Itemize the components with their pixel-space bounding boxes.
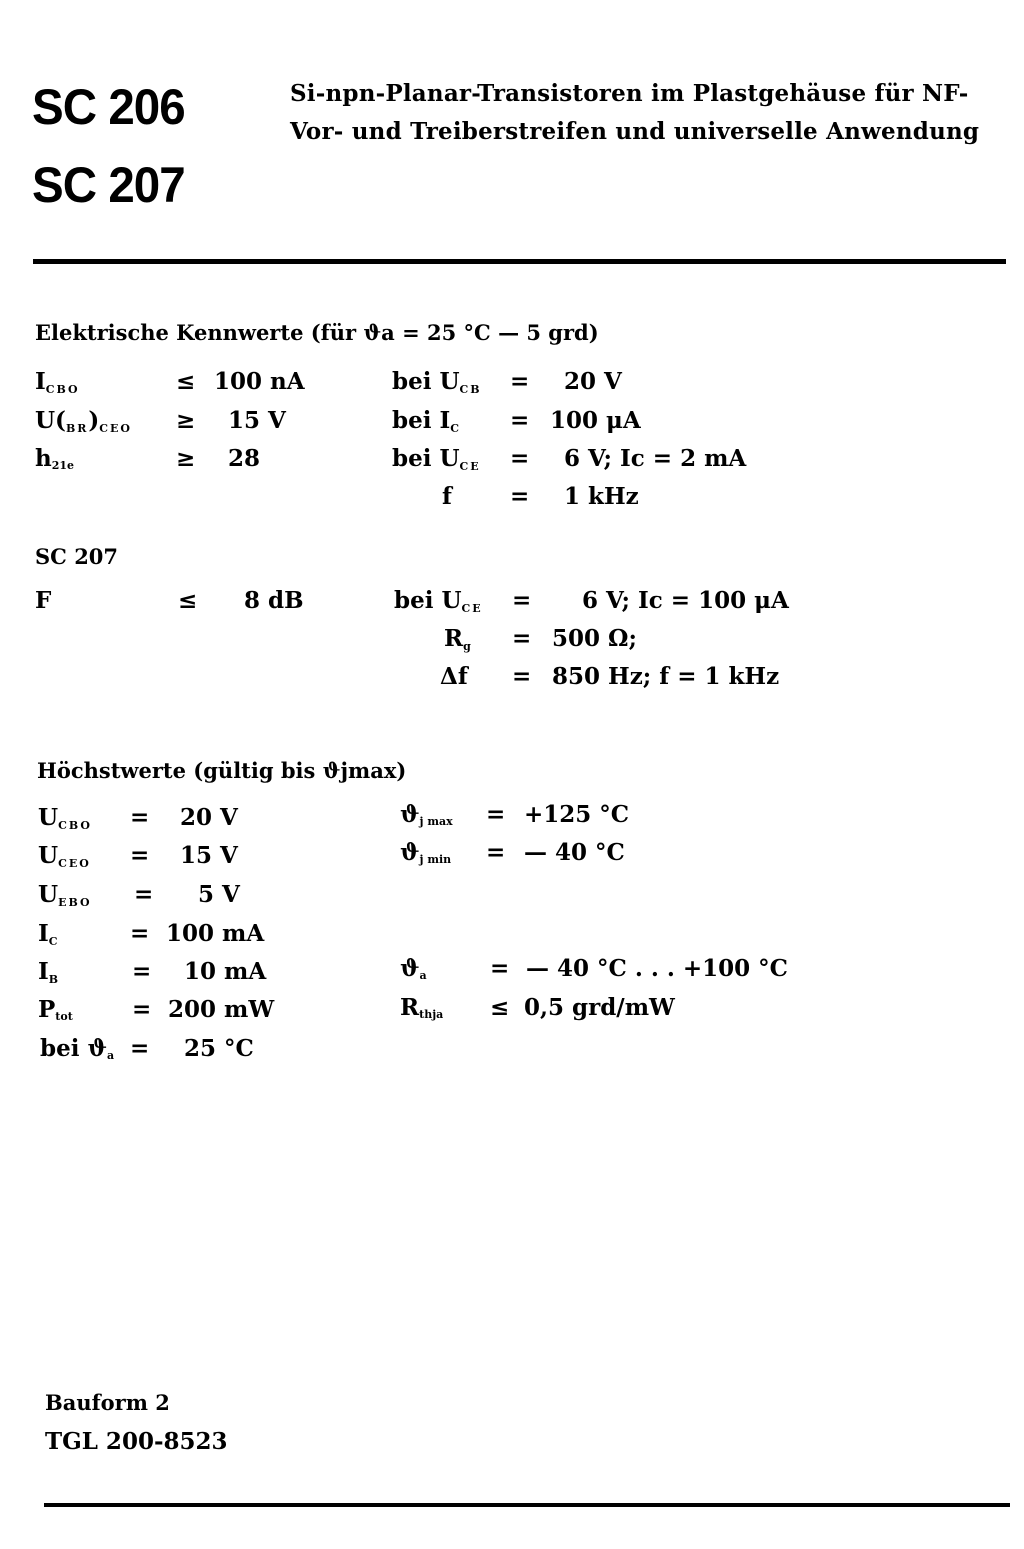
param-value: 15 V <box>228 407 286 434</box>
param-value: 8 dB <box>244 587 304 614</box>
limit-equals: = <box>486 801 506 828</box>
param-value: 100 nA <box>214 368 305 395</box>
type-sc206: SC 206 <box>32 79 185 135</box>
limit-equals: = <box>130 920 150 947</box>
limit-equals: = <box>486 839 506 866</box>
bottom-rule <box>44 1503 1010 1507</box>
limit-symbol: ϑj max <box>400 801 453 828</box>
param-condition: Δf <box>440 663 468 690</box>
param-condition: bei UCE <box>392 445 481 473</box>
param-relation: ≥ <box>176 407 196 434</box>
limit-equals: = <box>130 1035 150 1062</box>
limit-symbol: IB <box>38 958 61 986</box>
condition-value: 1 kHz <box>564 483 639 510</box>
condition-equals: = <box>510 445 530 472</box>
condition-value: 100 μA <box>550 407 641 434</box>
limit-value: +125 °C <box>524 801 630 828</box>
limit-value: 15 V <box>180 842 238 869</box>
limit-equals: = <box>134 881 154 908</box>
limit-symbol: IC <box>38 920 60 948</box>
param-condition: f <box>442 483 452 510</box>
condition-value: 6 V; Ic = 2 mA <box>564 445 747 472</box>
param-condition: bei UCB <box>392 368 482 396</box>
limit-symbol: ϑa <box>400 955 427 982</box>
param-relation: ≤ <box>178 587 198 614</box>
electrical-heading: Elektrische Kennwerte (für ϑa = 25 °C — 5 grd) <box>35 320 599 345</box>
condition-value: 500 Ω; <box>552 625 637 652</box>
param-condition: Rg <box>444 625 473 653</box>
param-value: 28 <box>228 445 261 472</box>
limit-equals: = <box>490 955 510 982</box>
limit-value: — 40 °C <box>524 839 625 866</box>
condition-equals: = <box>510 407 530 434</box>
limit-value: 10 mA <box>184 958 267 985</box>
limit-equals: = <box>132 996 152 1023</box>
type-sc207: SC 207 <box>32 157 185 213</box>
param-symbol: F <box>35 587 52 614</box>
param-symbol: ICBO <box>35 368 80 396</box>
limit-symbol: ϑj min <box>400 839 452 866</box>
limit-value: 0,5 grd/mW <box>524 994 675 1021</box>
limit-symbol: Ptot <box>38 996 73 1023</box>
top-rule <box>33 259 1006 264</box>
limit-symbol: Rthja <box>400 994 444 1021</box>
param-condition: bei UCE <box>394 587 483 615</box>
limit-value: 20 V <box>180 804 238 831</box>
limit-symbol: UCBO <box>38 804 92 832</box>
bauform-label: Bauform 2 <box>45 1390 170 1415</box>
limit-value: 200 mW <box>168 996 275 1023</box>
condition-equals: = <box>512 587 532 614</box>
limit-symbol: UCEO <box>38 842 91 870</box>
condition-equals: = <box>512 663 532 690</box>
param-relation: ≤ <box>176 368 196 395</box>
tgl-label: TGL 200-8523 <box>45 1428 228 1455</box>
condition-equals: = <box>510 368 530 395</box>
limits-heading: Höchstwerte (gültig bis ϑjmax) <box>37 758 407 783</box>
param-symbol: U(BR)CEO <box>35 407 133 435</box>
limit-value: — 40 °C . . . +100 °C <box>526 955 788 982</box>
limit-value: 100 mA <box>166 920 265 947</box>
limit-equals: = <box>130 842 150 869</box>
condition-value: 6 V; Ic = 100 μA <box>582 587 789 614</box>
limit-equals: ≤ <box>490 994 510 1021</box>
limit-symbol: UEBO <box>38 881 92 909</box>
sc207-heading: SC 207 <box>35 544 119 569</box>
condition-equals: = <box>512 625 532 652</box>
description-line-1: Si-npn-Planar-Transistoren im Plastgehäuse für NF- <box>290 80 969 107</box>
condition-value: 20 V <box>564 368 622 395</box>
limit-equals: = <box>132 958 152 985</box>
condition-equals: = <box>510 483 530 510</box>
condition-value: 850 Hz; f = 1 kHz <box>552 663 780 690</box>
param-condition: bei IC <box>392 407 461 435</box>
param-relation: ≥ <box>176 445 196 472</box>
limit-value: 25 °C <box>184 1035 254 1062</box>
limit-equals: = <box>130 804 150 831</box>
limit-symbol: bei ϑa <box>40 1035 115 1062</box>
description-line-2: Vor- und Treiberstreifen und universelle Anwendung <box>290 118 980 145</box>
param-symbol: h21e <box>35 445 75 472</box>
limit-value: 5 V <box>198 881 240 908</box>
